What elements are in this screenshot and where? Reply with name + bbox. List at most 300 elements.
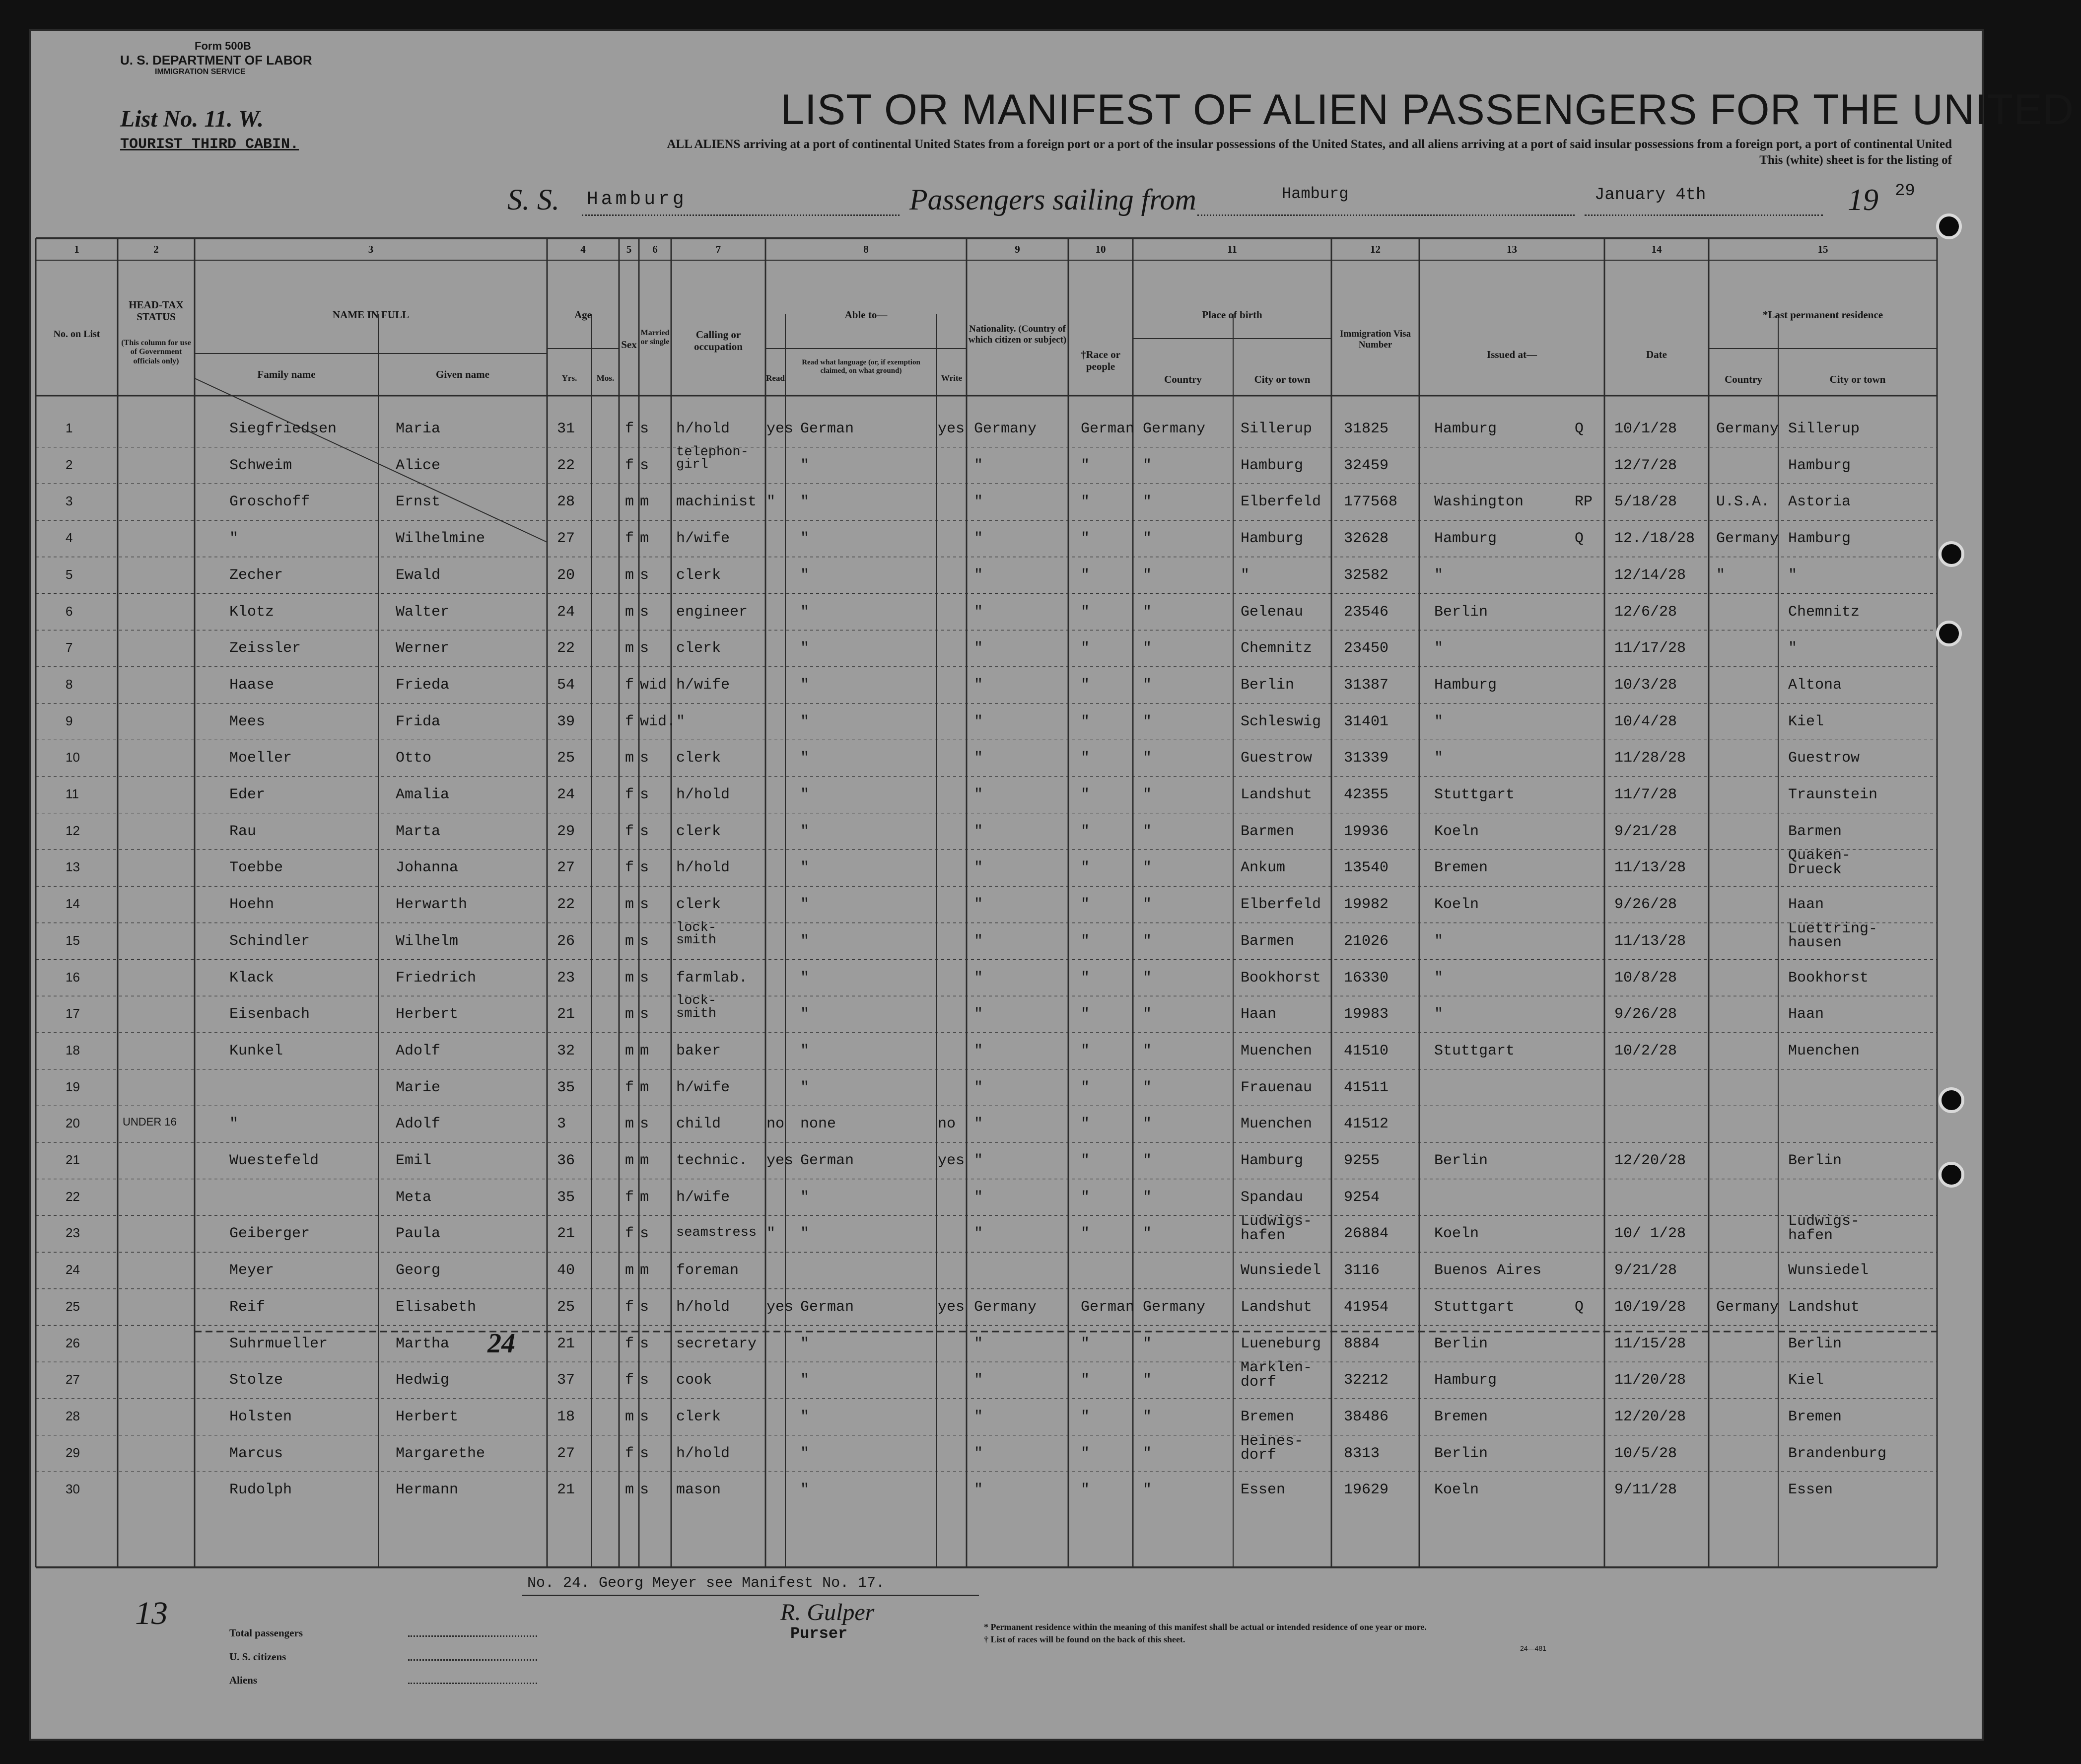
birth-city: Berlin [1241, 676, 1295, 694]
occupation: clerk [676, 1408, 721, 1425]
residence-city: Sillerup [1788, 421, 1860, 437]
visa-date: 12./18/28 [1614, 530, 1695, 548]
sex: f [625, 457, 634, 474]
read-language: " [800, 1042, 810, 1059]
marital-status: m [640, 1079, 649, 1096]
residence-city: Barmen [1788, 823, 1842, 840]
birth-city: Landshut [1241, 1298, 1313, 1316]
race: " [1081, 1225, 1090, 1243]
occupation: child [676, 1116, 721, 1133]
given-name: Ewald [396, 566, 441, 584]
visa-date: 11/7/28 [1614, 786, 1677, 803]
sex: f [625, 823, 634, 840]
header-birth-country: Country [1164, 373, 1202, 385]
header-married: Married or single [640, 329, 670, 347]
form-number: Form 500B [195, 40, 251, 52]
visa-number: 41512 [1344, 1116, 1389, 1133]
nationality: " [974, 932, 983, 950]
read-language: " [800, 823, 810, 840]
marital-status: s [640, 786, 649, 803]
race: " [1081, 859, 1090, 877]
visa-date: 10/5/28 [1614, 1445, 1677, 1462]
family-name: Moeller [229, 750, 292, 767]
subtitle-line-1: ALL ALIENS arriving at a port of continental United States from a foreign port or a port of the insular possessions of the United States, and all aliens arriving at a port of said insular possessions from a foreign port, a port of continental United [667, 138, 1952, 151]
sex: f [625, 1298, 634, 1316]
header-place-of-birth: Place of birth [1202, 309, 1262, 321]
nationality: Germany [974, 1298, 1037, 1316]
can-write: yes [938, 1298, 965, 1316]
issued-at: " [1434, 640, 1444, 657]
read-language: " [800, 530, 810, 548]
residence-country: Germany [1716, 421, 1779, 437]
age-years: 22 [557, 457, 575, 474]
birth-city: Elberfeld [1241, 494, 1321, 511]
given-name: Meta [396, 1189, 432, 1206]
occupation: h/wife [676, 676, 730, 694]
visa-date: 10/ 1/28 [1614, 1225, 1686, 1243]
row-number: 22 [66, 1189, 80, 1204]
occupation: clerk [676, 566, 721, 584]
visa-date: 10/8/28 [1614, 969, 1677, 987]
race: " [1081, 1445, 1090, 1462]
header-head-tax: HEAD-TAX STATUS [129, 299, 184, 323]
family-name: Meyer [229, 1262, 275, 1279]
age-years: 21 [557, 1482, 575, 1499]
read-language: " [800, 1372, 810, 1389]
age-years: 21 [557, 1335, 575, 1352]
passengers-sailing-label: Passengers sailing from [909, 183, 1196, 216]
read-language: " [800, 896, 810, 914]
issued-at: " [1434, 969, 1444, 987]
family-name: Kunkel [229, 1042, 283, 1059]
occupation: technic. [676, 1152, 748, 1169]
birth-country: " [1143, 566, 1152, 584]
visa-date: 9/26/28 [1614, 1006, 1677, 1023]
occupation: mason [676, 1482, 721, 1499]
header-mos: Mos. [596, 373, 615, 383]
given-name: Adolf [396, 1042, 441, 1059]
header-read-what: Read what language (or, if exemption claimed, on what ground) [802, 358, 920, 375]
family-name: Geiberger [229, 1225, 310, 1243]
column-number: 13 [1507, 243, 1517, 255]
visa-quota-code: Q [1575, 421, 1584, 437]
age-years: 24 [557, 603, 575, 621]
birth-city: Gelenau [1241, 603, 1304, 621]
visa-number: 19982 [1344, 896, 1389, 914]
read-language: " [800, 1445, 810, 1462]
family-name: Suhrmueller [229, 1335, 328, 1352]
given-name: Elisabeth [396, 1298, 477, 1316]
given-name: Emil [396, 1152, 432, 1169]
marital-status: s [640, 1116, 649, 1133]
occupation: clerk [676, 640, 721, 657]
read-language: German [800, 421, 854, 437]
given-name: Marta [396, 823, 441, 840]
row-number: 20 [66, 1116, 80, 1131]
visa-number: 41511 [1344, 1079, 1389, 1096]
residence-city: Haan [1788, 1006, 1824, 1023]
sailing-date: January 4th [1595, 186, 1706, 205]
binder-hole [1936, 213, 1962, 239]
residence-city: Bookhorst [1788, 969, 1869, 987]
visa-date: 9/21/28 [1614, 823, 1677, 840]
residence-city: Traunstein [1788, 786, 1878, 803]
age-years: 29 [557, 823, 575, 840]
purser-title: Purser [790, 1624, 848, 1643]
occupation: machinist [676, 494, 757, 511]
row-number: 24 [66, 1262, 80, 1277]
read-language: " [800, 603, 810, 621]
visa-number: 42355 [1344, 786, 1389, 803]
row-annotation: 24 [487, 1328, 515, 1359]
visa-number: 8313 [1344, 1445, 1380, 1462]
residence-country: U.S.A. [1716, 494, 1770, 511]
given-name: Werner [396, 640, 450, 657]
visa-date: 11/28/28 [1614, 750, 1686, 767]
marital-status: s [640, 566, 649, 584]
sex: f [625, 859, 634, 877]
given-name: Johanna [396, 859, 459, 877]
race: " [1081, 566, 1090, 584]
race: " [1081, 1116, 1090, 1133]
given-name: Hermann [396, 1482, 459, 1499]
header-write: Write [941, 373, 963, 383]
marital-status: s [640, 750, 649, 767]
sex: f [625, 1445, 634, 1462]
marital-status: s [640, 640, 649, 657]
marital-status: s [640, 1298, 649, 1316]
occupation: telephon- girl [676, 444, 749, 473]
marital-status: s [640, 1335, 649, 1352]
occupation: farmlab. [676, 969, 748, 987]
race: German [1081, 421, 1135, 437]
family-name: Eder [229, 786, 266, 803]
row-number: 2 [66, 457, 73, 472]
occupation: cook [676, 1372, 712, 1389]
nationality: " [974, 457, 983, 474]
birth-country: " [1143, 457, 1152, 474]
family-name: Haase [229, 676, 275, 694]
issued-at: Stuttgart [1434, 1042, 1515, 1059]
family-name: Reif [229, 1298, 266, 1316]
visa-number: 26884 [1344, 1225, 1389, 1243]
family-name: Rudolph [229, 1482, 292, 1499]
marital-status: s [640, 1006, 649, 1023]
column-number: 11 [1227, 243, 1237, 255]
can-read: " [766, 494, 776, 511]
occupation: " [676, 713, 686, 730]
sex: m [625, 1152, 634, 1169]
occupation: h/hold [676, 859, 730, 877]
row-number: 18 [66, 1042, 80, 1058]
birth-country: " [1143, 1335, 1152, 1352]
marital-status: wid. [640, 713, 676, 730]
visa-date: 9/11/28 [1614, 1482, 1677, 1499]
row-number: 5 [66, 566, 73, 582]
cabin-class: TOURIST THIRD CABIN. [120, 136, 299, 153]
family-name: " [229, 530, 239, 548]
nationality: " [974, 640, 983, 657]
birth-country: " [1143, 603, 1152, 621]
read-language: " [800, 1189, 810, 1206]
age-years: 22 [557, 896, 575, 914]
visa-number: 38486 [1344, 1408, 1389, 1425]
race: " [1081, 1042, 1090, 1059]
visa-number: 32212 [1344, 1372, 1389, 1389]
row-number: 14 [66, 896, 80, 912]
nationality: " [974, 1225, 983, 1243]
visa-number: 21026 [1344, 932, 1389, 950]
column-number: 15 [1817, 243, 1828, 255]
header-family-name: Family name [257, 368, 316, 380]
issued-at: " [1434, 566, 1444, 584]
visa-number: 31401 [1344, 713, 1389, 730]
occupation: h/hold [676, 421, 730, 437]
issued-at: Stuttgart [1434, 786, 1515, 803]
age-years: 28 [557, 494, 575, 511]
race: " [1081, 1372, 1090, 1389]
birth-city: Barmen [1241, 932, 1295, 950]
visa-number: 13540 [1344, 859, 1389, 877]
marital-status: s [640, 421, 649, 437]
nationality: " [974, 969, 983, 987]
marital-status: s [640, 859, 649, 877]
sex: f [625, 1335, 634, 1352]
race: " [1081, 1079, 1090, 1096]
given-name: Otto [396, 750, 432, 767]
can-read: " [766, 1225, 776, 1243]
visa-quota-code: RP [1575, 494, 1593, 511]
row-number: 19 [66, 1079, 80, 1094]
sex: m [625, 969, 634, 987]
occupation: clerk [676, 896, 721, 914]
issued-at: Bremen [1434, 859, 1488, 877]
issued-at: " [1434, 713, 1444, 730]
subtitle-line-2: This (white) sheet is for the listing of [1759, 153, 1952, 167]
issued-at: Berlin [1434, 1152, 1488, 1169]
issued-at: Berlin [1434, 1445, 1488, 1462]
visa-date: 12/14/28 [1614, 566, 1686, 584]
us-citizens-label: U. S. citizens [229, 1651, 286, 1663]
row-number: 15 [66, 932, 80, 948]
residence-city: Luettring- hausen [1788, 920, 1878, 952]
birth-country: " [1143, 932, 1152, 950]
marital-status: s [640, 1225, 649, 1243]
header-given-name: Given name [436, 368, 489, 380]
row-number: 27 [66, 1372, 80, 1387]
nationality: " [974, 823, 983, 840]
given-name: Herbert [396, 1408, 459, 1425]
residence-city: " [1788, 566, 1798, 584]
race: " [1081, 1006, 1090, 1023]
race: " [1081, 713, 1090, 730]
page-title: LIST OR MANIFEST OF ALIEN PASSENGERS FOR THE UNITED [780, 86, 2075, 134]
can-read: yes [766, 421, 794, 437]
marital-status: m [640, 1189, 649, 1206]
residence-city: Wunsiedel [1788, 1262, 1869, 1279]
birth-city: Frauenau [1241, 1079, 1313, 1096]
family-name: Toebbe [229, 859, 283, 877]
birth-city: Wunsiedel [1241, 1262, 1321, 1279]
age-years: 37 [557, 1372, 575, 1389]
marital-status: m [640, 1152, 649, 1169]
visa-number: 32459 [1344, 457, 1389, 474]
nationality: " [974, 1408, 983, 1425]
marital-status: s [640, 896, 649, 914]
race: " [1081, 786, 1090, 803]
nationality: " [974, 1152, 983, 1169]
birth-country: " [1143, 750, 1152, 767]
birth-country: Germany [1143, 1298, 1206, 1316]
binder-hole [1939, 1087, 1964, 1113]
age-years: 22 [557, 640, 575, 657]
can-read: yes [766, 1298, 794, 1316]
row-number: 4 [66, 530, 73, 546]
age-years: 54 [557, 676, 575, 694]
age-years: 25 [557, 1298, 575, 1316]
read-language: " [800, 676, 810, 694]
issued-at: Hamburg [1434, 530, 1497, 548]
visa-date: 9/21/28 [1614, 1262, 1677, 1279]
residence-city: Altona [1788, 676, 1842, 694]
residence-city: Hamburg [1788, 530, 1851, 548]
marital-status: wid [640, 676, 667, 694]
row-number: 1 [66, 421, 73, 435]
given-name: Frieda [396, 676, 450, 694]
row-number: 26 [66, 1335, 80, 1350]
given-name: Maria [396, 421, 441, 437]
birth-country: " [1143, 786, 1152, 803]
visa-date: 12/7/28 [1614, 457, 1677, 474]
family-name: Eisenbach [229, 1006, 310, 1023]
year-suffix: 29 [1895, 182, 1915, 201]
footnote-races: † List of races will be found on the back of this sheet. [984, 1634, 1185, 1644]
age-years: 27 [557, 530, 575, 548]
nationality: " [974, 1189, 983, 1206]
race: German [1081, 1298, 1135, 1316]
header-visa-number: Immigration Visa Number [1339, 329, 1411, 350]
race: " [1081, 750, 1090, 767]
birth-country: " [1143, 1189, 1152, 1206]
can-write: no [938, 1116, 956, 1133]
issued-at: Berlin [1434, 1335, 1488, 1352]
issued-at: Washington [1434, 494, 1524, 511]
given-name: Frida [396, 713, 441, 730]
column-number: 9 [1015, 243, 1020, 255]
birth-city: Hamburg [1241, 530, 1304, 548]
residence-city: " [1788, 640, 1798, 657]
birth-country: " [1143, 969, 1152, 987]
visa-number: 19936 [1344, 823, 1389, 840]
handwritten-mark: 13 [135, 1595, 168, 1631]
nationality: " [974, 859, 983, 877]
header-issued-at: Issued at— [1487, 349, 1537, 360]
sex: m [625, 640, 634, 657]
nationality: " [974, 713, 983, 730]
header-last-residence: *Last permanent residence [1762, 309, 1883, 321]
occupation: clerk [676, 823, 721, 840]
age-years: 21 [557, 1225, 575, 1243]
birth-country: " [1143, 1006, 1152, 1023]
header-nationality: Nationality. (Country of which citizen or subject) [968, 324, 1067, 345]
nationality: " [974, 750, 983, 767]
year-prefix: 19 [1848, 183, 1878, 217]
family-name: Holsten [229, 1408, 292, 1425]
issued-at: Hamburg [1434, 676, 1497, 694]
header-calling: Calling or occupation [694, 329, 743, 353]
marital-status: s [640, 603, 649, 621]
race: " [1081, 969, 1090, 987]
visa-number: 23546 [1344, 603, 1389, 621]
birth-city: Muenchen [1241, 1042, 1313, 1059]
race: " [1081, 640, 1090, 657]
birth-country: " [1143, 1482, 1152, 1499]
residence-city: Kiel [1788, 713, 1824, 730]
occupation: foreman [676, 1262, 739, 1279]
given-name: Amalia [396, 786, 450, 803]
visa-date: 11/15/28 [1614, 1335, 1686, 1352]
residence-city: Guestrow [1788, 750, 1860, 767]
marital-status: m [640, 530, 649, 548]
residence-city: Berlin [1788, 1152, 1842, 1169]
family-name: Mees [229, 713, 266, 730]
read-language: " [800, 1482, 810, 1499]
nationality: " [974, 676, 983, 694]
family-name: Groschoff [229, 494, 310, 511]
occupation: engineer [676, 603, 748, 621]
occupation: h/wife [676, 1079, 730, 1096]
visa-quota-code: Q [1575, 530, 1584, 548]
sex: m [625, 1042, 634, 1059]
age-years: 39 [557, 713, 575, 730]
residence-city: Quaken- Drueck [1788, 847, 1851, 878]
visa-number: 23450 [1344, 640, 1389, 657]
given-name: Hedwig [396, 1372, 450, 1389]
race: " [1081, 1408, 1090, 1425]
header-read: Read [766, 373, 785, 383]
read-language: none [800, 1116, 836, 1133]
read-language: " [800, 566, 810, 584]
occupation: h/hold [676, 1445, 730, 1462]
issued-at: Koeln [1434, 823, 1479, 840]
race: " [1081, 823, 1090, 840]
visa-number: 31339 [1344, 750, 1389, 767]
row-number: 30 [66, 1482, 80, 1497]
row-number: 25 [66, 1298, 80, 1314]
sex: f [625, 676, 634, 694]
residence-city: Landshut [1788, 1298, 1860, 1316]
birth-city: Hamburg [1241, 1152, 1304, 1169]
column-number: 14 [1651, 243, 1662, 255]
can-read: yes [766, 1152, 794, 1169]
row-number: 8 [66, 676, 73, 692]
column-number: 3 [368, 243, 374, 255]
header-yrs: Yrs. [561, 373, 577, 383]
nationality: " [974, 1335, 983, 1352]
occupation: lock- smith [676, 920, 717, 948]
occupation: seamstress [676, 1225, 757, 1241]
race: " [1081, 603, 1090, 621]
birth-city: Haan [1241, 1006, 1277, 1023]
visa-date: 9/26/28 [1614, 896, 1677, 914]
column-number: 2 [153, 243, 159, 255]
nationality: " [974, 1042, 983, 1059]
issued-at: " [1434, 1006, 1444, 1023]
sex: f [625, 530, 634, 548]
birth-country: " [1143, 1152, 1152, 1169]
occupation: h/wife [676, 530, 730, 548]
birth-country: " [1143, 896, 1152, 914]
